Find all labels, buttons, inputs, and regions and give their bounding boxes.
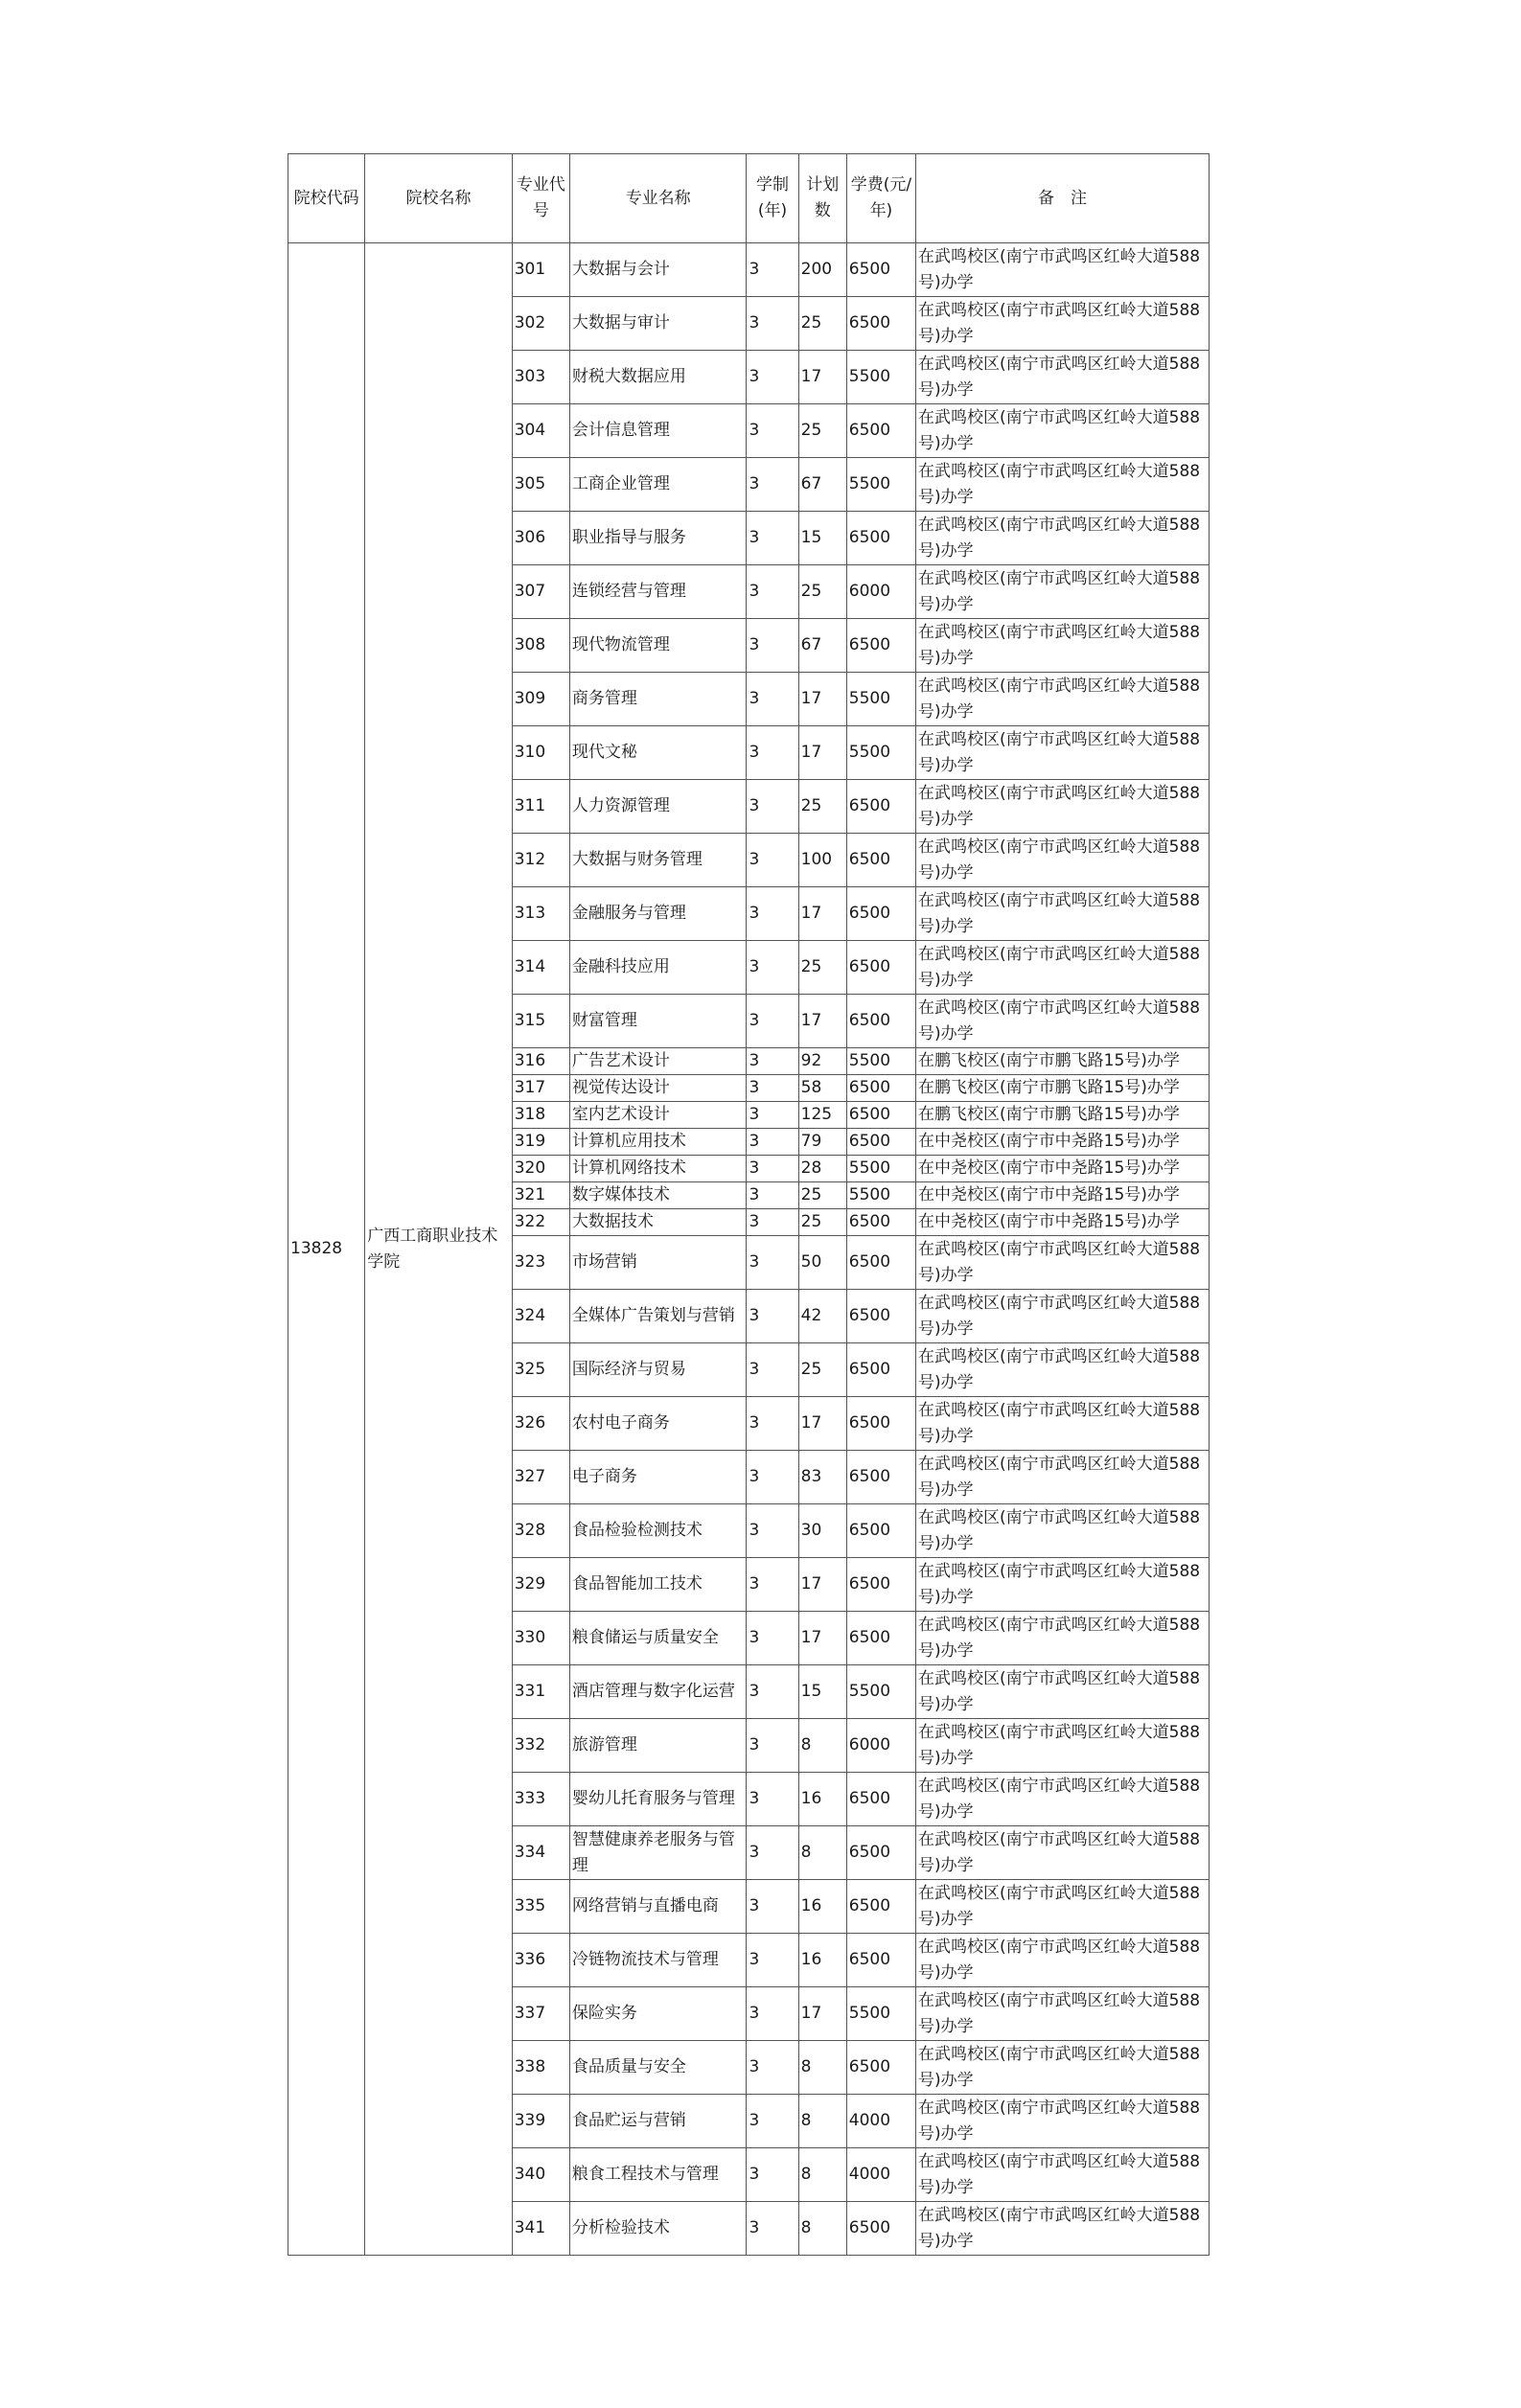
- years-cell: 3: [747, 1773, 798, 1826]
- note-cell: 在武鸣校区(南宁市武鸣区红岭大道588号)办学: [916, 887, 1210, 941]
- fee-cell: 6500: [846, 297, 915, 351]
- plan-cell: 15: [798, 512, 846, 565]
- note-cell: 在武鸣校区(南宁市武鸣区红岭大道588号)办学: [916, 1504, 1210, 1558]
- plan-cell: 17: [798, 1612, 846, 1665]
- major-name-cell: 食品检验检测技术: [569, 1504, 747, 1558]
- years-cell: 3: [747, 995, 798, 1048]
- fee-cell: 5500: [846, 1182, 915, 1209]
- plan-cell: 8: [798, 2041, 846, 2095]
- years-cell: 3: [747, 512, 798, 565]
- note-cell: 在武鸣校区(南宁市武鸣区红岭大道588号)办学: [916, 2095, 1210, 2148]
- table-row: [288, 243, 1210, 297]
- years-cell: 3: [747, 619, 798, 673]
- major-code-cell: 316: [512, 1048, 569, 1075]
- note-cell: 在中尧校区(南宁市中尧路15号)办学: [916, 1182, 1210, 1209]
- note-cell: 在武鸣校区(南宁市武鸣区红岭大道588号)办学: [916, 2202, 1210, 2256]
- years-cell: 3: [747, 1880, 798, 1934]
- major-code-cell: 313: [512, 887, 569, 941]
- fee-cell: 5500: [846, 351, 915, 404]
- fee-cell: 6500: [846, 780, 915, 834]
- note-cell: 在武鸣校区(南宁市武鸣区红岭大道588号)办学: [916, 1880, 1210, 1934]
- header-major-name: 专业名称: [569, 154, 747, 243]
- note-cell: 在鹏飞校区(南宁市鹏飞路15号)办学: [916, 1048, 1210, 1075]
- years-cell: 3: [747, 1558, 798, 1612]
- major-name-cell: 人力资源管理: [569, 780, 747, 834]
- major-code-cell: 341: [512, 2202, 569, 2256]
- plan-cell: 8: [798, 2095, 846, 2148]
- fee-cell: 6500: [846, 1773, 915, 1826]
- table-body: [288, 243, 1210, 2256]
- major-name-cell: 大数据与财务管理: [569, 834, 747, 887]
- header-school-name: 院校名称: [365, 154, 512, 243]
- note-cell: 在武鸣校区(南宁市武鸣区红岭大道588号)办学: [916, 1558, 1210, 1612]
- years-cell: 3: [747, 726, 798, 780]
- major-name-cell: 商务管理: [569, 673, 747, 726]
- plan-cell: 17: [798, 351, 846, 404]
- major-name-cell: 粮食储运与质量安全: [569, 1612, 747, 1665]
- note-cell: 在武鸣校区(南宁市武鸣区红岭大道588号)办学: [916, 1236, 1210, 1290]
- years-cell: 3: [747, 2148, 798, 2202]
- major-name-cell: 保险实务: [569, 1987, 747, 2041]
- note-cell: 在武鸣校区(南宁市武鸣区红岭大道588号)办学: [916, 512, 1210, 565]
- major-name-cell: 现代文秘: [569, 726, 747, 780]
- major-code-cell: 314: [512, 941, 569, 995]
- major-code-cell: 303: [512, 351, 569, 404]
- major-name-cell: 职业指导与服务: [569, 512, 747, 565]
- note-cell: 在武鸣校区(南宁市武鸣区红岭大道588号)办学: [916, 673, 1210, 726]
- major-name-cell: 电子商务: [569, 1451, 747, 1504]
- note-cell: 在武鸣校区(南宁市武鸣区红岭大道588号)办学: [916, 1290, 1210, 1343]
- major-code-cell: 315: [512, 995, 569, 1048]
- plan-cell: 17: [798, 673, 846, 726]
- plan-cell: 28: [798, 1156, 846, 1182]
- major-name-cell: 工商企业管理: [569, 458, 747, 512]
- major-code-cell: 307: [512, 565, 569, 619]
- header-school-code: 院校代码: [288, 154, 365, 243]
- years-cell: 3: [747, 2202, 798, 2256]
- major-name-cell: 酒店管理与数字化运营: [569, 1665, 747, 1719]
- plan-cell: 25: [798, 404, 846, 458]
- plan-cell: 16: [798, 1934, 846, 1987]
- plan-cell: 50: [798, 1236, 846, 1290]
- school-name-cell: 广西工商职业技术学院: [365, 243, 512, 2256]
- major-name-cell: 分析检验技术: [569, 2202, 747, 2256]
- note-cell: 在武鸣校区(南宁市武鸣区红岭大道588号)办学: [916, 1451, 1210, 1504]
- years-cell: 3: [747, 1987, 798, 2041]
- note-cell: 在中尧校区(南宁市中尧路15号)办学: [916, 1156, 1210, 1182]
- fee-cell: 6500: [846, 1504, 915, 1558]
- years-cell: 3: [747, 297, 798, 351]
- note-cell: 在武鸣校区(南宁市武鸣区红岭大道588号)办学: [916, 1826, 1210, 1880]
- plan-cell: 15: [798, 1665, 846, 1719]
- major-code-cell: 333: [512, 1773, 569, 1826]
- fee-cell: 4000: [846, 2095, 915, 2148]
- major-name-cell: 视觉传达设计: [569, 1075, 747, 1102]
- plan-cell: 200: [798, 243, 846, 297]
- major-name-cell: 粮食工程技术与管理: [569, 2148, 747, 2202]
- fee-cell: 5500: [846, 673, 915, 726]
- major-code-cell: 336: [512, 1934, 569, 1987]
- note-cell: 在鹏飞校区(南宁市鹏飞路15号)办学: [916, 1075, 1210, 1102]
- major-code-cell: 312: [512, 834, 569, 887]
- school-code-cell: 13828: [288, 243, 365, 2256]
- years-cell: 3: [747, 1719, 798, 1773]
- major-code-cell: 331: [512, 1665, 569, 1719]
- major-name-cell: 旅游管理: [569, 1719, 747, 1773]
- major-code-cell: 301: [512, 243, 569, 297]
- major-code-cell: 311: [512, 780, 569, 834]
- major-name-cell: 市场营销: [569, 1236, 747, 1290]
- fee-cell: 5500: [846, 1156, 915, 1182]
- enrollment-table: [288, 153, 1210, 2256]
- years-cell: 3: [747, 1129, 798, 1156]
- note-cell: 在武鸣校区(南宁市武鸣区红岭大道588号)办学: [916, 1612, 1210, 1665]
- fee-cell: 5500: [846, 1665, 915, 1719]
- plan-cell: 58: [798, 1075, 846, 1102]
- note-cell: 在中尧校区(南宁市中尧路15号)办学: [916, 1129, 1210, 1156]
- major-name-cell: 连锁经营与管理: [569, 565, 747, 619]
- fee-cell: 6500: [846, 995, 915, 1048]
- major-code-cell: 335: [512, 1880, 569, 1934]
- major-name-cell: 广告艺术设计: [569, 1048, 747, 1075]
- plan-cell: 67: [798, 619, 846, 673]
- fee-cell: 6500: [846, 887, 915, 941]
- years-cell: 3: [747, 2041, 798, 2095]
- plan-cell: 83: [798, 1451, 846, 1504]
- major-code-cell: 306: [512, 512, 569, 565]
- enrollment-table-sheet: [288, 153, 1210, 2256]
- major-code-cell: 323: [512, 1236, 569, 1290]
- plan-cell: 8: [798, 1826, 846, 1880]
- plan-cell: 17: [798, 1558, 846, 1612]
- plan-cell: 25: [798, 780, 846, 834]
- years-cell: 3: [747, 1048, 798, 1075]
- major-name-cell: 计算机网络技术: [569, 1156, 747, 1182]
- note-cell: 在武鸣校区(南宁市武鸣区红岭大道588号)办学: [916, 941, 1210, 995]
- plan-cell: 16: [798, 1880, 846, 1934]
- fee-cell: 6500: [846, 1343, 915, 1397]
- fee-cell: 6500: [846, 1558, 915, 1612]
- plan-cell: 25: [798, 1343, 846, 1397]
- header-row: [288, 154, 1210, 243]
- years-cell: 3: [747, 1451, 798, 1504]
- fee-cell: 6500: [846, 619, 915, 673]
- fee-cell: 5500: [846, 726, 915, 780]
- major-name-cell: 室内艺术设计: [569, 1102, 747, 1129]
- major-code-cell: 318: [512, 1102, 569, 1129]
- note-cell: 在武鸣校区(南宁市武鸣区红岭大道588号)办学: [916, 2041, 1210, 2095]
- major-name-cell: 食品贮运与营销: [569, 2095, 747, 2148]
- major-code-cell: 329: [512, 1558, 569, 1612]
- plan-cell: 17: [798, 995, 846, 1048]
- note-cell: 在武鸣校区(南宁市武鸣区红岭大道588号)办学: [916, 1343, 1210, 1397]
- major-code-cell: 319: [512, 1129, 569, 1156]
- note-cell: 在中尧校区(南宁市中尧路15号)办学: [916, 1209, 1210, 1236]
- fee-cell: 6500: [846, 243, 915, 297]
- fee-cell: 6500: [846, 1290, 915, 1343]
- years-cell: 3: [747, 1075, 798, 1102]
- header-note: 备 注: [916, 154, 1210, 243]
- major-name-cell: 国际经济与贸易: [569, 1343, 747, 1397]
- major-name-cell: 大数据技术: [569, 1209, 747, 1236]
- major-name-cell: 大数据与审计: [569, 297, 747, 351]
- major-code-cell: 321: [512, 1182, 569, 1209]
- major-name-cell: 财富管理: [569, 995, 747, 1048]
- years-cell: 3: [747, 351, 798, 404]
- fee-cell: 5500: [846, 458, 915, 512]
- major-name-cell: 全媒体广告策划与营销: [569, 1290, 747, 1343]
- major-code-cell: 340: [512, 2148, 569, 2202]
- major-code-cell: 339: [512, 2095, 569, 2148]
- note-cell: 在武鸣校区(南宁市武鸣区红岭大道588号)办学: [916, 458, 1210, 512]
- fee-cell: 6500: [846, 1075, 915, 1102]
- fee-cell: 6500: [846, 1129, 915, 1156]
- major-name-cell: 食品智能加工技术: [569, 1558, 747, 1612]
- fee-cell: 6500: [846, 1826, 915, 1880]
- plan-cell: 8: [798, 1719, 846, 1773]
- note-cell: 在武鸣校区(南宁市武鸣区红岭大道588号)办学: [916, 351, 1210, 404]
- plan-cell: 8: [798, 2148, 846, 2202]
- fee-cell: 6500: [846, 1612, 915, 1665]
- years-cell: 3: [747, 2095, 798, 2148]
- plan-cell: 17: [798, 726, 846, 780]
- years-cell: 3: [747, 404, 798, 458]
- header-plan: 计划数: [798, 154, 846, 243]
- fee-cell: 6500: [846, 1934, 915, 1987]
- plan-cell: 42: [798, 1290, 846, 1343]
- major-name-cell: 婴幼儿托育服务与管理: [569, 1773, 747, 1826]
- fee-cell: 6500: [846, 941, 915, 995]
- plan-cell: 25: [798, 941, 846, 995]
- years-cell: 3: [747, 1102, 798, 1129]
- fee-cell: 6500: [846, 2041, 915, 2095]
- major-code-cell: 327: [512, 1451, 569, 1504]
- fee-cell: 6000: [846, 1719, 915, 1773]
- major-name-cell: 食品质量与安全: [569, 2041, 747, 2095]
- major-code-cell: 302: [512, 297, 569, 351]
- major-name-cell: 冷链物流技术与管理: [569, 1934, 747, 1987]
- years-cell: 3: [747, 1612, 798, 1665]
- major-code-cell: 324: [512, 1290, 569, 1343]
- plan-cell: 92: [798, 1048, 846, 1075]
- fee-cell: 6500: [846, 1209, 915, 1236]
- note-cell: 在武鸣校区(南宁市武鸣区红岭大道588号)办学: [916, 243, 1210, 297]
- note-cell: 在武鸣校区(南宁市武鸣区红岭大道588号)办学: [916, 2148, 1210, 2202]
- years-cell: 3: [747, 1182, 798, 1209]
- major-code-cell: 305: [512, 458, 569, 512]
- plan-cell: 125: [798, 1102, 846, 1129]
- note-cell: 在武鸣校区(南宁市武鸣区红岭大道588号)办学: [916, 1934, 1210, 1987]
- fee-cell: 6500: [846, 1397, 915, 1451]
- fee-cell: 5500: [846, 1048, 915, 1075]
- years-cell: 3: [747, 1934, 798, 1987]
- major-code-cell: 337: [512, 1987, 569, 2041]
- major-name-cell: 金融科技应用: [569, 941, 747, 995]
- fee-cell: 6500: [846, 1102, 915, 1129]
- plan-cell: 25: [798, 1182, 846, 1209]
- years-cell: 3: [747, 1665, 798, 1719]
- years-cell: 3: [747, 458, 798, 512]
- note-cell: 在鹏飞校区(南宁市鹏飞路15号)办学: [916, 1102, 1210, 1129]
- note-cell: 在武鸣校区(南宁市武鸣区红岭大道588号)办学: [916, 619, 1210, 673]
- major-name-cell: 大数据与会计: [569, 243, 747, 297]
- note-cell: 在武鸣校区(南宁市武鸣区红岭大道588号)办学: [916, 297, 1210, 351]
- fee-cell: 6500: [846, 1451, 915, 1504]
- years-cell: 3: [747, 1397, 798, 1451]
- plan-cell: 100: [798, 834, 846, 887]
- years-cell: 3: [747, 1343, 798, 1397]
- years-cell: 3: [747, 780, 798, 834]
- note-cell: 在武鸣校区(南宁市武鸣区红岭大道588号)办学: [916, 1719, 1210, 1773]
- note-cell: 在武鸣校区(南宁市武鸣区红岭大道588号)办学: [916, 565, 1210, 619]
- years-cell: 3: [747, 887, 798, 941]
- major-code-cell: 304: [512, 404, 569, 458]
- fee-cell: 6500: [846, 1236, 915, 1290]
- major-code-cell: 310: [512, 726, 569, 780]
- note-cell: 在武鸣校区(南宁市武鸣区红岭大道588号)办学: [916, 1665, 1210, 1719]
- fee-cell: 6500: [846, 404, 915, 458]
- years-cell: 3: [747, 1236, 798, 1290]
- fee-cell: 5500: [846, 1987, 915, 2041]
- major-code-cell: 334: [512, 1826, 569, 1880]
- years-cell: 3: [747, 1156, 798, 1182]
- fee-cell: 6500: [846, 1880, 915, 1934]
- years-cell: 3: [747, 1826, 798, 1880]
- fee-cell: 6500: [846, 834, 915, 887]
- major-code-cell: 326: [512, 1397, 569, 1451]
- fee-cell: 6500: [846, 512, 915, 565]
- major-code-cell: 317: [512, 1075, 569, 1102]
- major-name-cell: 网络营销与直播电商: [569, 1880, 747, 1934]
- major-name-cell: 计算机应用技术: [569, 1129, 747, 1156]
- major-name-cell: 会计信息管理: [569, 404, 747, 458]
- note-cell: 在武鸣校区(南宁市武鸣区红岭大道588号)办学: [916, 780, 1210, 834]
- major-name-cell: 农村电子商务: [569, 1397, 747, 1451]
- plan-cell: 79: [798, 1129, 846, 1156]
- major-name-cell: 金融服务与管理: [569, 887, 747, 941]
- major-name-cell: 现代物流管理: [569, 619, 747, 673]
- plan-cell: 17: [798, 1397, 846, 1451]
- years-cell: 3: [747, 1209, 798, 1236]
- major-code-cell: 308: [512, 619, 569, 673]
- plan-cell: 17: [798, 1987, 846, 2041]
- note-cell: 在武鸣校区(南宁市武鸣区红岭大道588号)办学: [916, 995, 1210, 1048]
- fee-cell: 6500: [846, 2202, 915, 2256]
- plan-cell: 25: [798, 565, 846, 619]
- years-cell: 3: [747, 941, 798, 995]
- major-name-cell: 数字媒体技术: [569, 1182, 747, 1209]
- note-cell: 在武鸣校区(南宁市武鸣区红岭大道588号)办学: [916, 726, 1210, 780]
- years-cell: 3: [747, 1290, 798, 1343]
- header-major-code: 专业代号: [512, 154, 569, 243]
- note-cell: 在武鸣校区(南宁市武鸣区红岭大道588号)办学: [916, 404, 1210, 458]
- major-code-cell: 322: [512, 1209, 569, 1236]
- major-code-cell: 332: [512, 1719, 569, 1773]
- note-cell: 在武鸣校区(南宁市武鸣区红岭大道588号)办学: [916, 1987, 1210, 2041]
- years-cell: 3: [747, 1504, 798, 1558]
- major-code-cell: 309: [512, 673, 569, 726]
- plan-cell: 67: [798, 458, 846, 512]
- note-cell: 在武鸣校区(南宁市武鸣区红岭大道588号)办学: [916, 834, 1210, 887]
- plan-cell: 16: [798, 1773, 846, 1826]
- major-name-cell: 财税大数据应用: [569, 351, 747, 404]
- major-name-cell: 智慧健康养老服务与管理: [569, 1826, 747, 1880]
- header-fee: 学费(元/年): [846, 154, 915, 243]
- years-cell: 3: [747, 673, 798, 726]
- major-code-cell: 320: [512, 1156, 569, 1182]
- plan-cell: 25: [798, 297, 846, 351]
- major-code-cell: 325: [512, 1343, 569, 1397]
- years-cell: 3: [747, 834, 798, 887]
- fee-cell: 4000: [846, 2148, 915, 2202]
- plan-cell: 25: [798, 1209, 846, 1236]
- years-cell: 3: [747, 565, 798, 619]
- major-code-cell: 328: [512, 1504, 569, 1558]
- plan-cell: 8: [798, 2202, 846, 2256]
- note-cell: 在武鸣校区(南宁市武鸣区红岭大道588号)办学: [916, 1397, 1210, 1451]
- plan-cell: 17: [798, 887, 846, 941]
- major-code-cell: 330: [512, 1612, 569, 1665]
- years-cell: 3: [747, 243, 798, 297]
- note-cell: 在武鸣校区(南宁市武鸣区红岭大道588号)办学: [916, 1773, 1210, 1826]
- plan-cell: 30: [798, 1504, 846, 1558]
- major-code-cell: 338: [512, 2041, 569, 2095]
- header-years: 学制(年): [747, 154, 798, 243]
- fee-cell: 6000: [846, 565, 915, 619]
